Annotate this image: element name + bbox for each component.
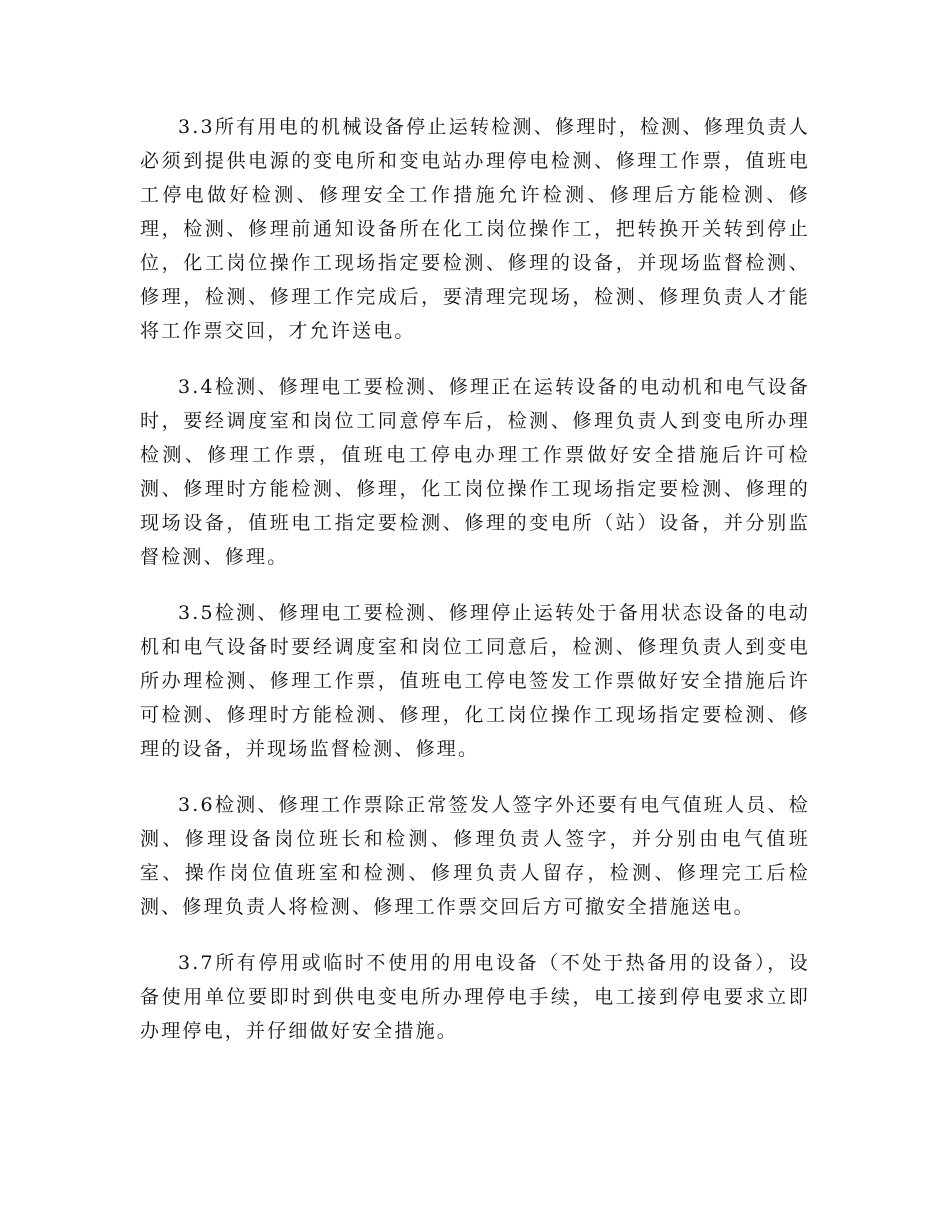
paragraph-3-3: 3.3所有用电的机械设备停止运转检测、修理时，检测、修理负责人必须到提供电源的变电所和变电站办理停电检测、修理工作票，值班电工停电做好检测、修理安全工作措施允许检测、修理后方能检测、修理，检测、修理前通知设备所在化工岗位操作工，把转换开关转到停止位，化工岗位操作工现场指定要检测、修理的设备，并现场监督检测、修理，检测、修理工作完成后，要清理完现场，检测、修理负责人才能将工作票交回，才允许送电。	[140, 116, 810, 342]
paragraph-3-5: 3.5检测、修理电工要检测、修理停止运转处于备用状态设备的电动机和电气设备时要经调度室和岗位工同意后，检测、修理负责人到变电所办理检测、修理工作票，值班电工停电签发工作票做好安全措施后许可检测、修理时方能检测、修理，化工岗位操作工现场指定要检测、修理的设备，并现场监督检测、修理。	[140, 602, 810, 760]
document-body	[140, 110, 810, 1070]
paragraph-3-6: 3.6检测、修理工作票除正常签发人签字外还要有电气值班人员、检测、修理设备岗位班长和检测、修理负责人签字，并分别由电气值班室、操作岗位值班室和检测、修理负责人留存，检测、修理完工后检测、修理负责人将检测、修理工作票交回后方可撤安全措施送电。	[140, 794, 810, 918]
paragraph-3-4: 3.4检测、修理电工要检测、修理正在运转设备的电动机和电气设备时，要经调度室和岗位工同意停车后，检测、修理负责人到变电所办理检测、修理工作票，值班电工停电办理工作票做好安全措施后许可检测、修理时方能检测、修理，化工岗位操作工现场指定要检测、修理的现场设备，值班电工指定要检测、修理的变电所（站）设备，并分别监督检测、修理。	[140, 376, 810, 568]
paragraph-3-7: 3.7所有停用或临时不使用的用电设备（不处于热备用的设备），设备使用单位要即时到供电变电所办理停电手续，电工接到停电要求立即办理停电，并仔细做好安全措施。	[140, 952, 810, 1042]
